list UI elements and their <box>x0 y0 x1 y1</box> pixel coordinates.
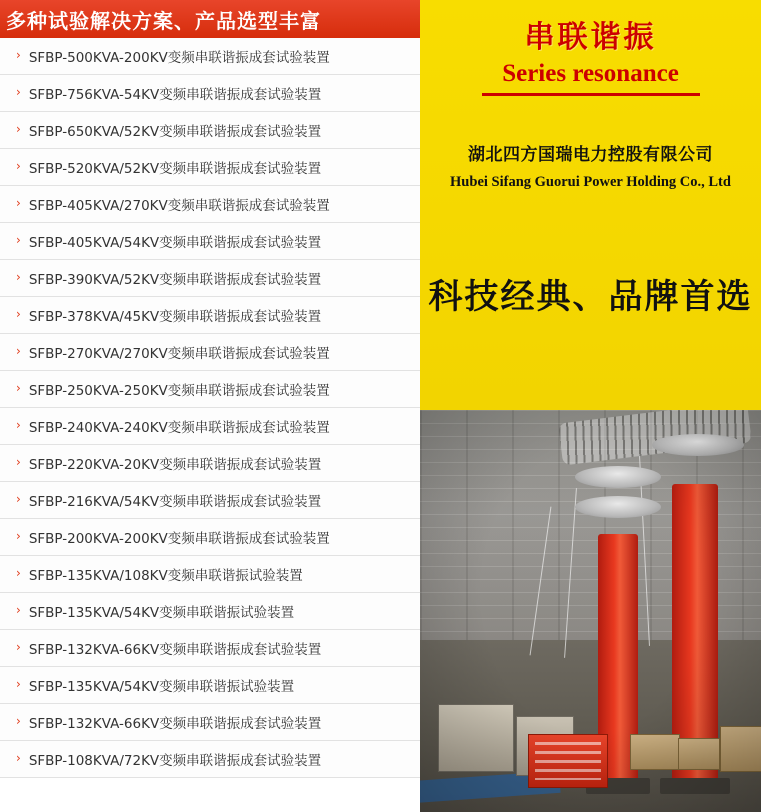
list-item[interactable] <box>0 334 420 371</box>
section-header-banner <box>0 0 420 38</box>
product-name: SFBP-405KVA/54KV变频串联谐振成套试验装置 <box>28 235 322 251</box>
chevron-right-icon: › <box>16 196 21 210</box>
product-name: SFBP-390KVA/52KV变频串联谐振成套试验装置 <box>28 272 322 288</box>
chevron-right-icon: › <box>16 270 21 284</box>
photo-vignette <box>420 410 761 812</box>
promo-slogan: 科技经典、品牌首选 <box>428 277 753 317</box>
promo-title-en: Series resonance <box>502 60 679 87</box>
product-name: SFBP-135KVA/54KV变频串联谐振试验装置 <box>28 605 295 621</box>
product-name: SFBP-520KVA/52KV变频串联谐振成套试验装置 <box>28 161 322 177</box>
list-item[interactable] <box>0 667 420 704</box>
product-photo <box>420 410 761 812</box>
product-name: SFBP-500KVA-200KV变频串联谐振成套试验装置 <box>28 50 330 66</box>
list-item[interactable] <box>0 408 420 445</box>
chevron-right-icon: › <box>16 714 21 728</box>
product-name: SFBP-216KVA/54KV变频串联谐振成套试验装置 <box>28 494 322 510</box>
list-item[interactable] <box>0 445 420 482</box>
product-name: SFBP-650KVA/52KV变频串联谐振成套试验装置 <box>28 124 322 140</box>
company-name-cn: 湖北四方国瑞电力控股有限公司 <box>468 145 713 165</box>
list-item[interactable] <box>0 260 420 297</box>
chevron-right-icon: › <box>16 603 21 617</box>
chevron-right-icon: › <box>16 159 21 173</box>
product-name: SFBP-378KVA/45KV变频串联谐振成套试验装置 <box>28 309 322 325</box>
chevron-right-icon: › <box>16 344 21 358</box>
list-item[interactable] <box>0 741 420 778</box>
chevron-right-icon: › <box>16 455 21 469</box>
list-item[interactable] <box>0 630 420 667</box>
chevron-right-icon: › <box>16 381 21 395</box>
list-item[interactable] <box>0 297 420 334</box>
chevron-right-icon: › <box>16 677 21 691</box>
list-item[interactable] <box>0 223 420 260</box>
product-name: SFBP-200KVA-200KV变频串联谐振成套试验装置 <box>28 531 330 547</box>
chevron-right-icon: › <box>16 85 21 99</box>
list-item[interactable] <box>0 38 420 75</box>
promo-banner <box>420 0 761 410</box>
product-list <box>0 38 420 812</box>
product-name: SFBP-108KVA/72KV变频串联谐振成套试验装置 <box>28 753 322 769</box>
list-item[interactable] <box>0 112 420 149</box>
product-name: SFBP-132KVA-66KV变频串联谐振成套试验装置 <box>28 716 322 732</box>
product-name: SFBP-132KVA-66KV变频串联谐振成套试验装置 <box>28 642 322 658</box>
chevron-right-icon: › <box>16 307 21 321</box>
chevron-right-icon: › <box>16 48 21 62</box>
product-name: SFBP-270KVA/270KV变频串联谐振成套试验装置 <box>28 346 330 362</box>
chevron-right-icon: › <box>16 640 21 654</box>
list-item[interactable] <box>0 371 420 408</box>
list-item[interactable] <box>0 482 420 519</box>
promo-title-cn: 串联谐振 <box>524 20 657 55</box>
chevron-right-icon: › <box>16 566 21 580</box>
list-item[interactable] <box>0 186 420 223</box>
list-item[interactable] <box>0 149 420 186</box>
list-item[interactable] <box>0 75 420 112</box>
title-divider <box>482 93 700 96</box>
chevron-right-icon: › <box>16 529 21 543</box>
product-name: SFBP-135KVA/54KV变频串联谐振试验装置 <box>28 679 295 695</box>
chevron-right-icon: › <box>16 122 21 136</box>
product-name: SFBP-135KVA/108KV变频串联谐振试验装置 <box>28 568 303 584</box>
list-item[interactable] <box>0 519 420 556</box>
chevron-right-icon: › <box>16 751 21 765</box>
list-item[interactable] <box>0 704 420 741</box>
product-name: SFBP-250KVA-250KV变频串联谐振成套试验装置 <box>28 383 330 399</box>
promo-column <box>420 0 761 812</box>
chevron-right-icon: › <box>16 492 21 506</box>
list-item[interactable] <box>0 593 420 630</box>
company-name-en: Hubei Sifang Guorui Power Holding Co., Ltd <box>450 174 731 190</box>
list-item[interactable] <box>0 556 420 593</box>
chevron-right-icon: › <box>16 418 21 432</box>
chevron-right-icon: › <box>16 233 21 247</box>
section-header-title: 多种试验解决方案、产品选型丰富 <box>6 8 321 33</box>
product-name: SFBP-220KVA-20KV变频串联谐振成套试验装置 <box>28 457 322 473</box>
product-name: SFBP-405KVA/270KV变频串联谐振成套试验装置 <box>28 198 330 214</box>
product-name: SFBP-240KVA-240KV变频串联谐振成套试验装置 <box>28 420 330 436</box>
product-name: SFBP-756KVA-54KV变频串联谐振成套试验装置 <box>28 87 322 103</box>
